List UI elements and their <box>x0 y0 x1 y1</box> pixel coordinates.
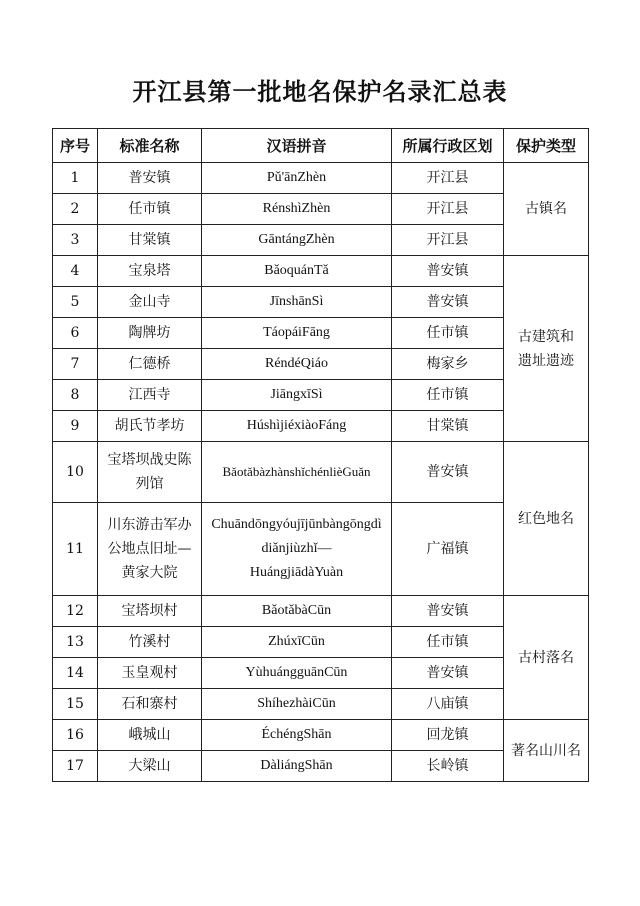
row-region: 任市镇 <box>392 318 504 349</box>
row-name: 任市镇 <box>98 194 202 225</box>
row-name: 宝泉塔 <box>98 256 202 287</box>
type-red-place: 红色地名 <box>504 442 589 596</box>
row-name-line: 川东游击军办 <box>107 517 192 533</box>
row-pinyin: JīnshānSì <box>202 287 392 318</box>
row-region: 开江县 <box>392 225 504 256</box>
row-region: 任市镇 <box>392 627 504 658</box>
row-region: 普安镇 <box>392 442 504 503</box>
row-pinyin: HúshìjiéxiàoFáng <box>202 411 392 442</box>
table-row <box>53 163 589 194</box>
header-pinyin: 汉语拼音 <box>202 129 392 163</box>
row-region: 开江县 <box>392 194 504 225</box>
row-pinyin: BǎotǎbàCūn <box>202 596 392 627</box>
row-name: 仁德桥 <box>98 349 202 380</box>
header-admin-region: 所属行政区划 <box>392 129 504 163</box>
row-name <box>98 503 202 596</box>
row-number: 4 <box>53 256 98 287</box>
row-number: 11 <box>53 503 98 596</box>
row-pinyin-line: Chuāndōngyóujījūnbàngōngdì <box>211 517 382 532</box>
row-name <box>98 442 202 503</box>
row-number: 7 <box>53 349 98 380</box>
row-pinyin: DàliángShān <box>202 751 392 782</box>
row-region: 甘棠镇 <box>392 411 504 442</box>
row-number: 2 <box>53 194 98 225</box>
row-number: 16 <box>53 720 98 751</box>
row-number: 13 <box>53 627 98 658</box>
row-name: 甘棠镇 <box>98 225 202 256</box>
row-number: 10 <box>53 442 98 503</box>
row-pinyin <box>202 503 392 596</box>
row-name-line: 黄家大院 <box>121 565 178 581</box>
row-number: 14 <box>53 658 98 689</box>
row-name: 江西寺 <box>98 380 202 411</box>
type-ancient-town: 古镇名 <box>504 163 589 256</box>
row-region: 广福镇 <box>392 503 504 596</box>
row-name: 石和寨村 <box>98 689 202 720</box>
row-pinyin-line: HuángjiādàYuàn <box>249 565 344 580</box>
row-number: 3 <box>53 225 98 256</box>
row-name: 竹溪村 <box>98 627 202 658</box>
row-pinyin: ShíhezhàiCūn <box>202 689 392 720</box>
row-region: 开江县 <box>392 163 504 194</box>
type-ancient-village: 古村落名 <box>504 596 589 720</box>
row-name: 胡氏节孝坊 <box>98 411 202 442</box>
row-number: 1 <box>53 163 98 194</box>
protection-list-table <box>52 128 589 782</box>
row-region: 普安镇 <box>392 658 504 689</box>
row-number: 5 <box>53 287 98 318</box>
table-header-row <box>53 129 589 163</box>
row-name: 玉皇观村 <box>98 658 202 689</box>
header-protection-type: 保护类型 <box>504 129 589 163</box>
table-row <box>53 442 589 503</box>
header-serial-number: 序号 <box>53 129 98 163</box>
row-pinyin: GāntángZhèn <box>202 225 392 256</box>
row-region: 八庙镇 <box>392 689 504 720</box>
row-name: 大梁山 <box>98 751 202 782</box>
row-pinyin: RénshìZhèn <box>202 194 392 225</box>
row-region: 梅家乡 <box>392 349 504 380</box>
type-ancient-building-line: 遗址遗迹 <box>518 352 574 369</box>
row-region: 回龙镇 <box>392 720 504 751</box>
row-number: 15 <box>53 689 98 720</box>
row-region: 长岭镇 <box>392 751 504 782</box>
table-row <box>53 596 589 627</box>
row-pinyin: TáopáiFāng <box>202 318 392 349</box>
row-pinyin: ZhúxīCūn <box>202 627 392 658</box>
row-name: 宝塔坝村 <box>98 596 202 627</box>
row-name: 陶牌坊 <box>98 318 202 349</box>
row-pinyin: RéndéQiáo <box>202 349 392 380</box>
row-pinyin: ÉchéngShān <box>202 720 392 751</box>
row-pinyin: JiāngxīSì <box>202 380 392 411</box>
page-title: 开江县第一批地名保护名录汇总表 <box>132 77 508 106</box>
row-name-line: 宝塔坝战史陈 <box>107 452 192 468</box>
row-number: 12 <box>53 596 98 627</box>
row-name: 峨城山 <box>98 720 202 751</box>
header-standard-name: 标准名称 <box>98 129 202 163</box>
row-pinyin-line: diǎnjiùzhǐ— <box>261 541 332 556</box>
row-region: 普安镇 <box>392 256 504 287</box>
type-ancient-building-line: 古建筑和 <box>518 328 574 345</box>
table-row <box>53 256 589 287</box>
row-pinyin: YùhuángguānCūn <box>202 658 392 689</box>
row-name-line: 公地点旧址— <box>107 541 192 557</box>
row-number: 9 <box>53 411 98 442</box>
row-region: 普安镇 <box>392 287 504 318</box>
row-number: 6 <box>53 318 98 349</box>
row-name: 普安镇 <box>98 163 202 194</box>
row-number: 8 <box>53 380 98 411</box>
row-pinyin: Pǔ'ānZhèn <box>202 163 392 194</box>
type-ancient-building <box>504 256 589 442</box>
row-region: 任市镇 <box>392 380 504 411</box>
table-row <box>53 720 589 751</box>
row-region: 普安镇 <box>392 596 504 627</box>
row-number: 17 <box>53 751 98 782</box>
type-mountain: 著名山川名 <box>504 720 589 782</box>
row-pinyin: BǎoquánTǎ <box>202 256 392 287</box>
row-name: 金山寺 <box>98 287 202 318</box>
row-pinyin: BǎotǎbàzhànshǐchénlièGuǎn <box>202 442 392 503</box>
row-name-line: 列馆 <box>135 476 164 492</box>
